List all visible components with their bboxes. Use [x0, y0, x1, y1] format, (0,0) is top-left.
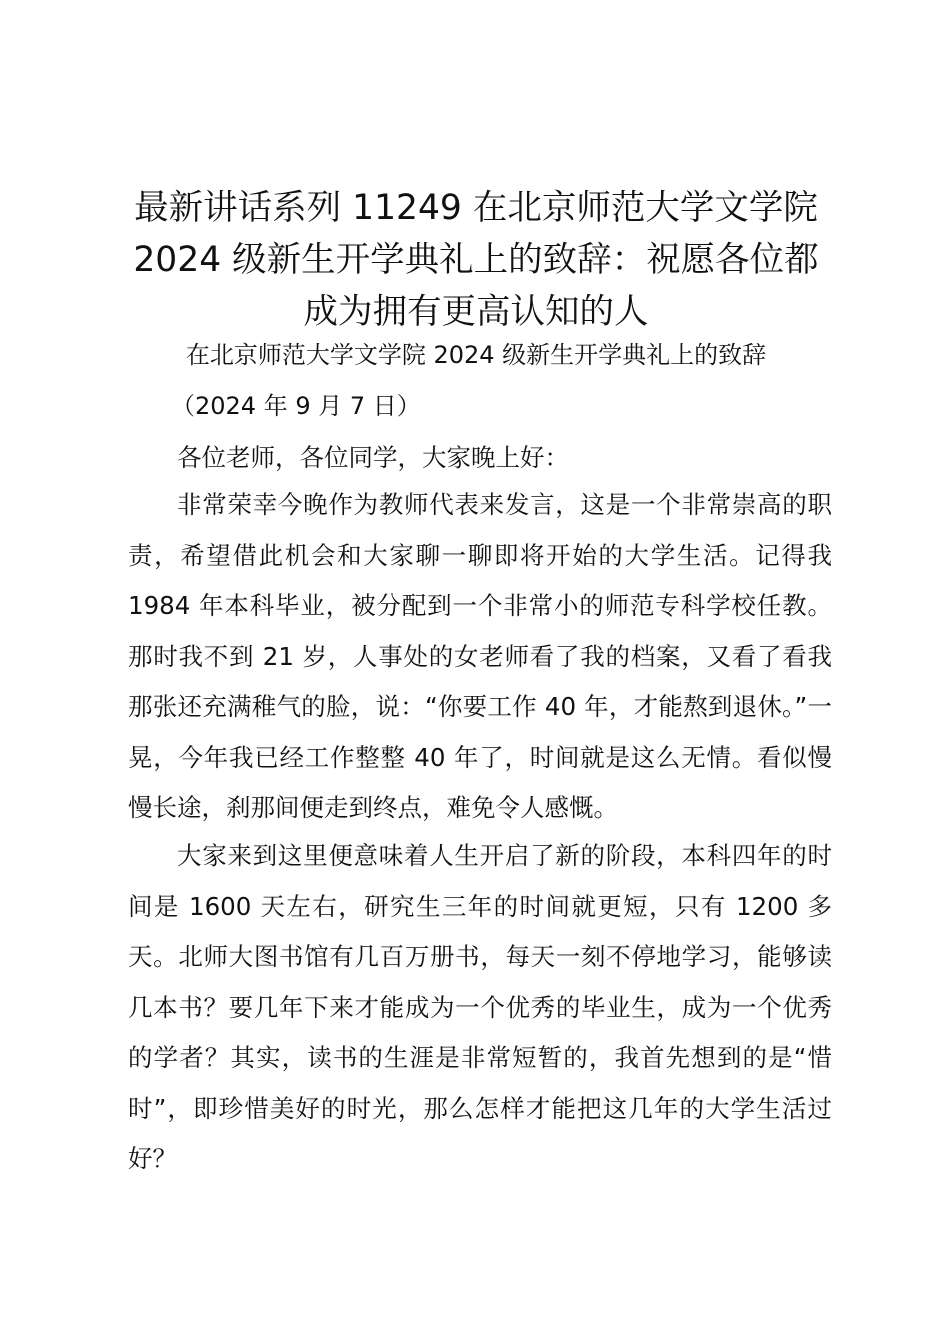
- speech-subtitle: 在北京师范大学文学院 2024 级新生开学典礼上的致辞: [185, 341, 767, 369]
- greeting-line: 各位老师，各位同学，大家晚上好：: [177, 443, 569, 472]
- speech-date: （2024 年 9 月 7 日）: [171, 392, 421, 420]
- body-paragraph-2: 大家来到这里便意味着人生开启了新的阶段，本科四年的时间是 1600 天左右，研究生三年的时间就更短，只有 1200 多天。北师大图书馆有几百万册书，每天一刻不停地学习，能够读几本书？要几年下来才能成为一个优秀的毕业生，成为一个优秀的学者？其实，读书的生涯是非常短暂的，我首先想到的是“惜时”，即珍惜美好的时光，那么怎样才能把这几年的大学生活过好？: [128, 841, 832, 1173]
- body-paragraph-1: 非常荣幸今晚作为教师代表来发言，这是一个非常崇高的职责，希望借此机会和大家聊一聊即将开始的大学生活。记得我 1984 年本科毕业，被分配到一个非常小的师范专科学校任教。那时我不到 21 岁，人事处的女老师看了我的档案，又看了看我那张还充满稚气的脸，说：“你要工作 40 年，才能熬到退休。”一晃，今年我已经工作整整 40 年了，时间就是这么无情。看似慢慢长途，刹那间便走到终点，难免令人感慨。: [128, 490, 832, 822]
- document-title: 最新讲话系列 11249 在北京师范大学文学院 2024 级新生开学典礼上的致辞：祝愿各位都成为拥有更高认知的人: [133, 188, 819, 332]
